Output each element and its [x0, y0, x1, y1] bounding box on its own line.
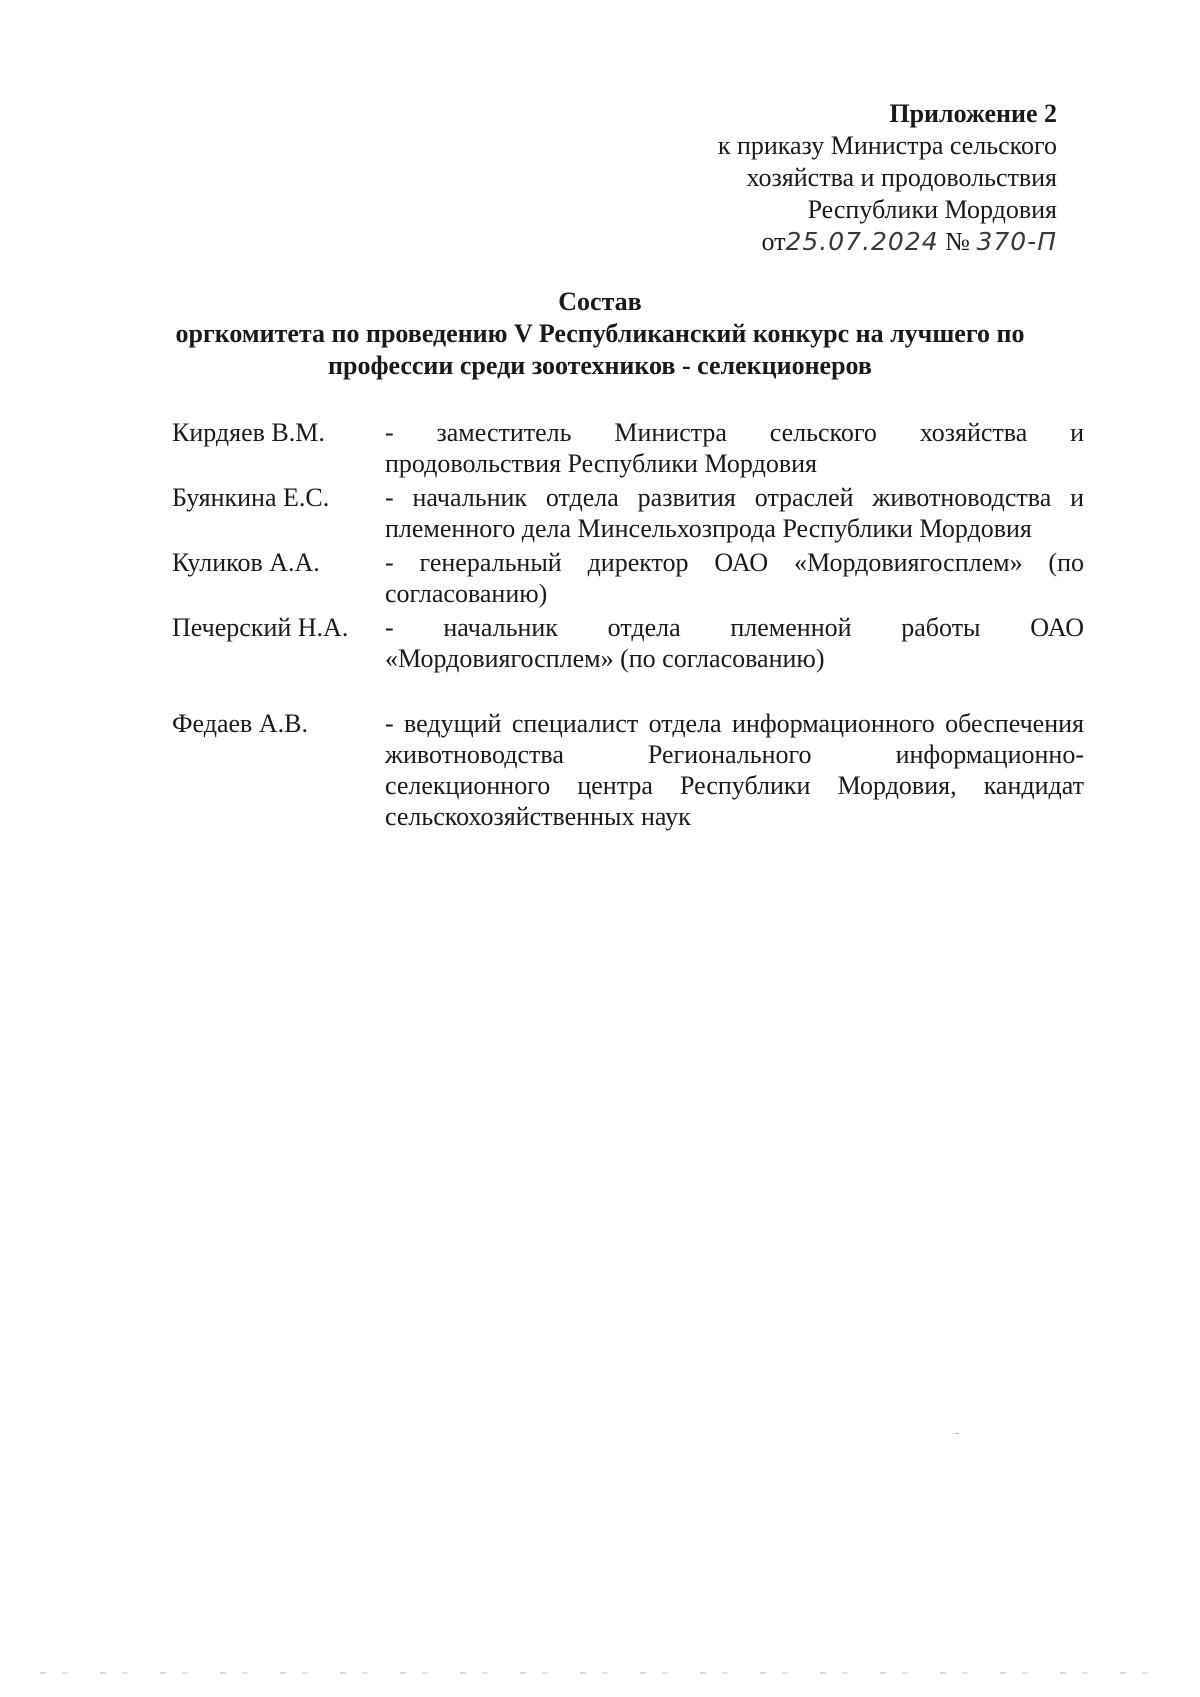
- member-name: Федаев А.В.: [172, 709, 308, 738]
- order-date-number-line: [718, 226, 1057, 258]
- member-row: [172, 417, 1084, 479]
- title-line-1: Состав: [558, 287, 642, 316]
- member-name: Куликов А.А.: [172, 548, 320, 577]
- number-prefix: №: [945, 227, 970, 256]
- member-name: Буянкина Е.С.: [172, 483, 330, 512]
- member-row: [172, 547, 1084, 609]
- member-name: Кирдяев В.М.: [172, 418, 325, 447]
- appendix-line-1: к приказу Министра сельского: [717, 131, 1057, 160]
- member-row: [172, 482, 1084, 544]
- title-line-3: профессии среди зоотехников - селекционеров: [328, 351, 872, 380]
- date-prefix: от: [761, 227, 786, 256]
- member-description: - начальник отдела племенной работы ОАО «Мордовиягосплем» (по согласованию): [385, 613, 1084, 673]
- appendix-block: [718, 98, 1057, 258]
- document-title: [150, 286, 1050, 382]
- member-description: - начальник отдела развития отраслей животноводства и племенного дела Минсельхозпрода Республики Мордовия: [385, 483, 1084, 543]
- handwritten-date: 25.07.2024: [785, 227, 939, 256]
- member-name: Печерский Н.А.: [172, 613, 349, 642]
- member-row: [172, 708, 1084, 832]
- member-description: - ведущий специалист отдела информационного обеспечения животноводства Регионального информационно-селекционного центра Республики Мордовия, кандидат сельскохозяйственных наук: [385, 709, 1084, 831]
- appendix-line-2: хозяйства и продовольствия: [746, 163, 1057, 192]
- member-description: - заместитель Министра сельского хозяйства и продовольствия Республики Мордовия: [385, 418, 1084, 478]
- appendix-heading: Приложение 2: [889, 99, 1057, 128]
- member-description: - генеральный директор ОАО «Мордовиягосплем» (по согласованию): [385, 548, 1084, 608]
- member-row: [172, 612, 1084, 674]
- committee-members-list: [172, 417, 1084, 835]
- handwritten-number: 370-П: [976, 227, 1057, 256]
- scan-speck: [955, 1433, 959, 1434]
- title-line-2: оргкомитета по проведению V Республиканский конкурс на лучшего по: [175, 319, 1025, 348]
- appendix-line-3: Республики Мордовия: [807, 195, 1057, 224]
- scan-artifact-line: [40, 1672, 1160, 1674]
